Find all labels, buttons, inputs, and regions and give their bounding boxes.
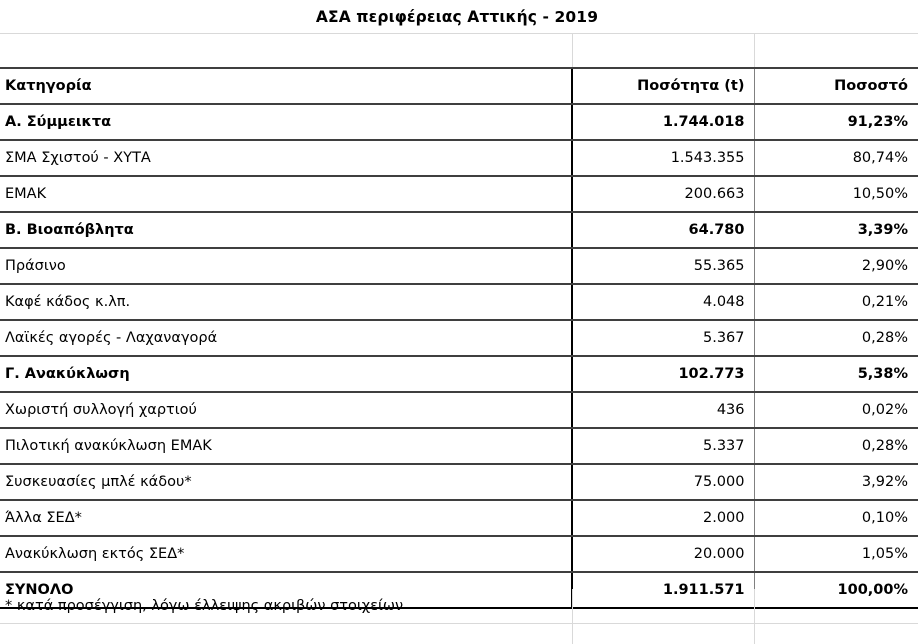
cell-quantity[interactable]: 75.000 [572, 464, 754, 500]
cell-category[interactable]: Α. Σύμμεικτα [0, 104, 572, 140]
table-row [0, 104, 918, 140]
cell-quantity[interactable]: 64.780 [572, 212, 754, 248]
table-row [0, 536, 918, 572]
table-row [0, 140, 918, 176]
column-header-percent: Ποσοστό [754, 68, 918, 104]
cell-quantity[interactable]: 1.744.018 [572, 104, 754, 140]
cell-percent[interactable]: 5,38% [754, 356, 918, 392]
cell-category[interactable]: Ανακύκλωση εκτός ΣΕΔ* [0, 536, 572, 572]
gridline-vertical-percent [754, 34, 755, 68]
cell-percent[interactable]: 80,74% [754, 140, 918, 176]
table-row [0, 320, 918, 356]
cell-quantity[interactable]: 5.337 [572, 428, 754, 464]
cell-percent-highlighted[interactable]: 0,21% [754, 284, 918, 320]
table-header-row [0, 68, 918, 104]
table-row [0, 392, 918, 428]
cell-category[interactable]: ΕΜΑΚ [0, 176, 572, 212]
cell-quantity[interactable]: 2.000 [572, 500, 754, 536]
footnote-text: * κατά προσέγγιση, λόγω έλλειψης ακριβών στοιχείων [5, 598, 404, 614]
cell-category[interactable]: Πράσινο [0, 248, 572, 284]
column-header-category: Κατηγορία [0, 68, 572, 104]
cell-category[interactable]: Β. Βιοαπόβλητα [0, 212, 572, 248]
cell-category[interactable]: Χωριστή συλλογή χαρτιού [0, 392, 572, 428]
gridline-vertical-percent-tail [754, 624, 755, 644]
table-row [0, 428, 918, 464]
cell-category[interactable]: Άλλα ΣΕΔ* [0, 500, 572, 536]
gridline-vertical-quantity [572, 34, 573, 68]
cell-quantity[interactable]: 102.773 [572, 356, 754, 392]
cell-percent[interactable]: 10,50% [754, 176, 918, 212]
data-table [0, 67, 918, 609]
cell-percent[interactable]: 0,10% [754, 500, 918, 536]
table-row [0, 356, 918, 392]
cell-category[interactable]: Συσκευασίες μπλέ κάδου* [0, 464, 572, 500]
cell-quantity[interactable]: 55.365 [572, 248, 754, 284]
cell-percent[interactable]: 0,02% [754, 392, 918, 428]
cell-quantity[interactable]: 1.911.571 [572, 572, 754, 608]
table-row [0, 212, 918, 248]
trailing-empty-row [0, 623, 918, 643]
cell-category[interactable]: Γ. Ανακύκλωση [0, 356, 572, 392]
cell-category[interactable]: Καφέ κάδος κ.λπ. [0, 284, 572, 320]
cell-percent[interactable]: 2,90% [754, 248, 918, 284]
cell-quantity[interactable]: 436 [572, 392, 754, 428]
title-row [0, 0, 918, 33]
cell-category[interactable]: ΣΜΑ Σχιστού - ΧΥΤΑ [0, 140, 572, 176]
table-row [0, 500, 918, 536]
gridline-vertical-percent-footnote [754, 589, 755, 623]
spacer-row [0, 33, 918, 67]
column-header-quantity: Ποσότητα (t) [572, 68, 754, 104]
cell-percent[interactable]: 3,39% [754, 212, 918, 248]
cell-quantity[interactable]: 20.000 [572, 536, 754, 572]
table-body [0, 104, 918, 608]
cell-category[interactable]: Λαϊκές αγορές - Λαχαναγορά [0, 320, 572, 356]
cell-quantity[interactable]: 1.543.355 [572, 140, 754, 176]
table-row [0, 248, 918, 284]
table-row [0, 464, 918, 500]
table-row [0, 284, 918, 320]
gridline-vertical-quantity-footnote [572, 589, 573, 623]
cell-percent[interactable]: 0,28% [754, 320, 918, 356]
gridline-vertical-quantity-tail [572, 624, 573, 644]
cell-percent[interactable]: 0,28% [754, 428, 918, 464]
cell-quantity[interactable]: 5.367 [572, 320, 754, 356]
cell-percent[interactable]: 91,23% [754, 104, 918, 140]
footnote-row [0, 589, 918, 623]
table-header [0, 68, 918, 104]
cell-quantity[interactable]: 200.663 [572, 176, 754, 212]
cell-category[interactable]: Πιλοτική ανακύκλωση ΕΜΑΚ [0, 428, 572, 464]
page-title: ΑΣΑ περιφέρειας Αττικής - 2019 [315, 7, 599, 26]
table-row [0, 176, 918, 212]
cell-category[interactable]: ΣΥΝΟΛΟ [0, 572, 572, 608]
cell-quantity[interactable]: 4.048 [572, 284, 754, 320]
cell-percent[interactable]: 1,05% [754, 536, 918, 572]
cell-percent-highlighted[interactable]: 3,92% [754, 464, 918, 500]
cell-percent[interactable]: 100,00% [754, 572, 918, 608]
